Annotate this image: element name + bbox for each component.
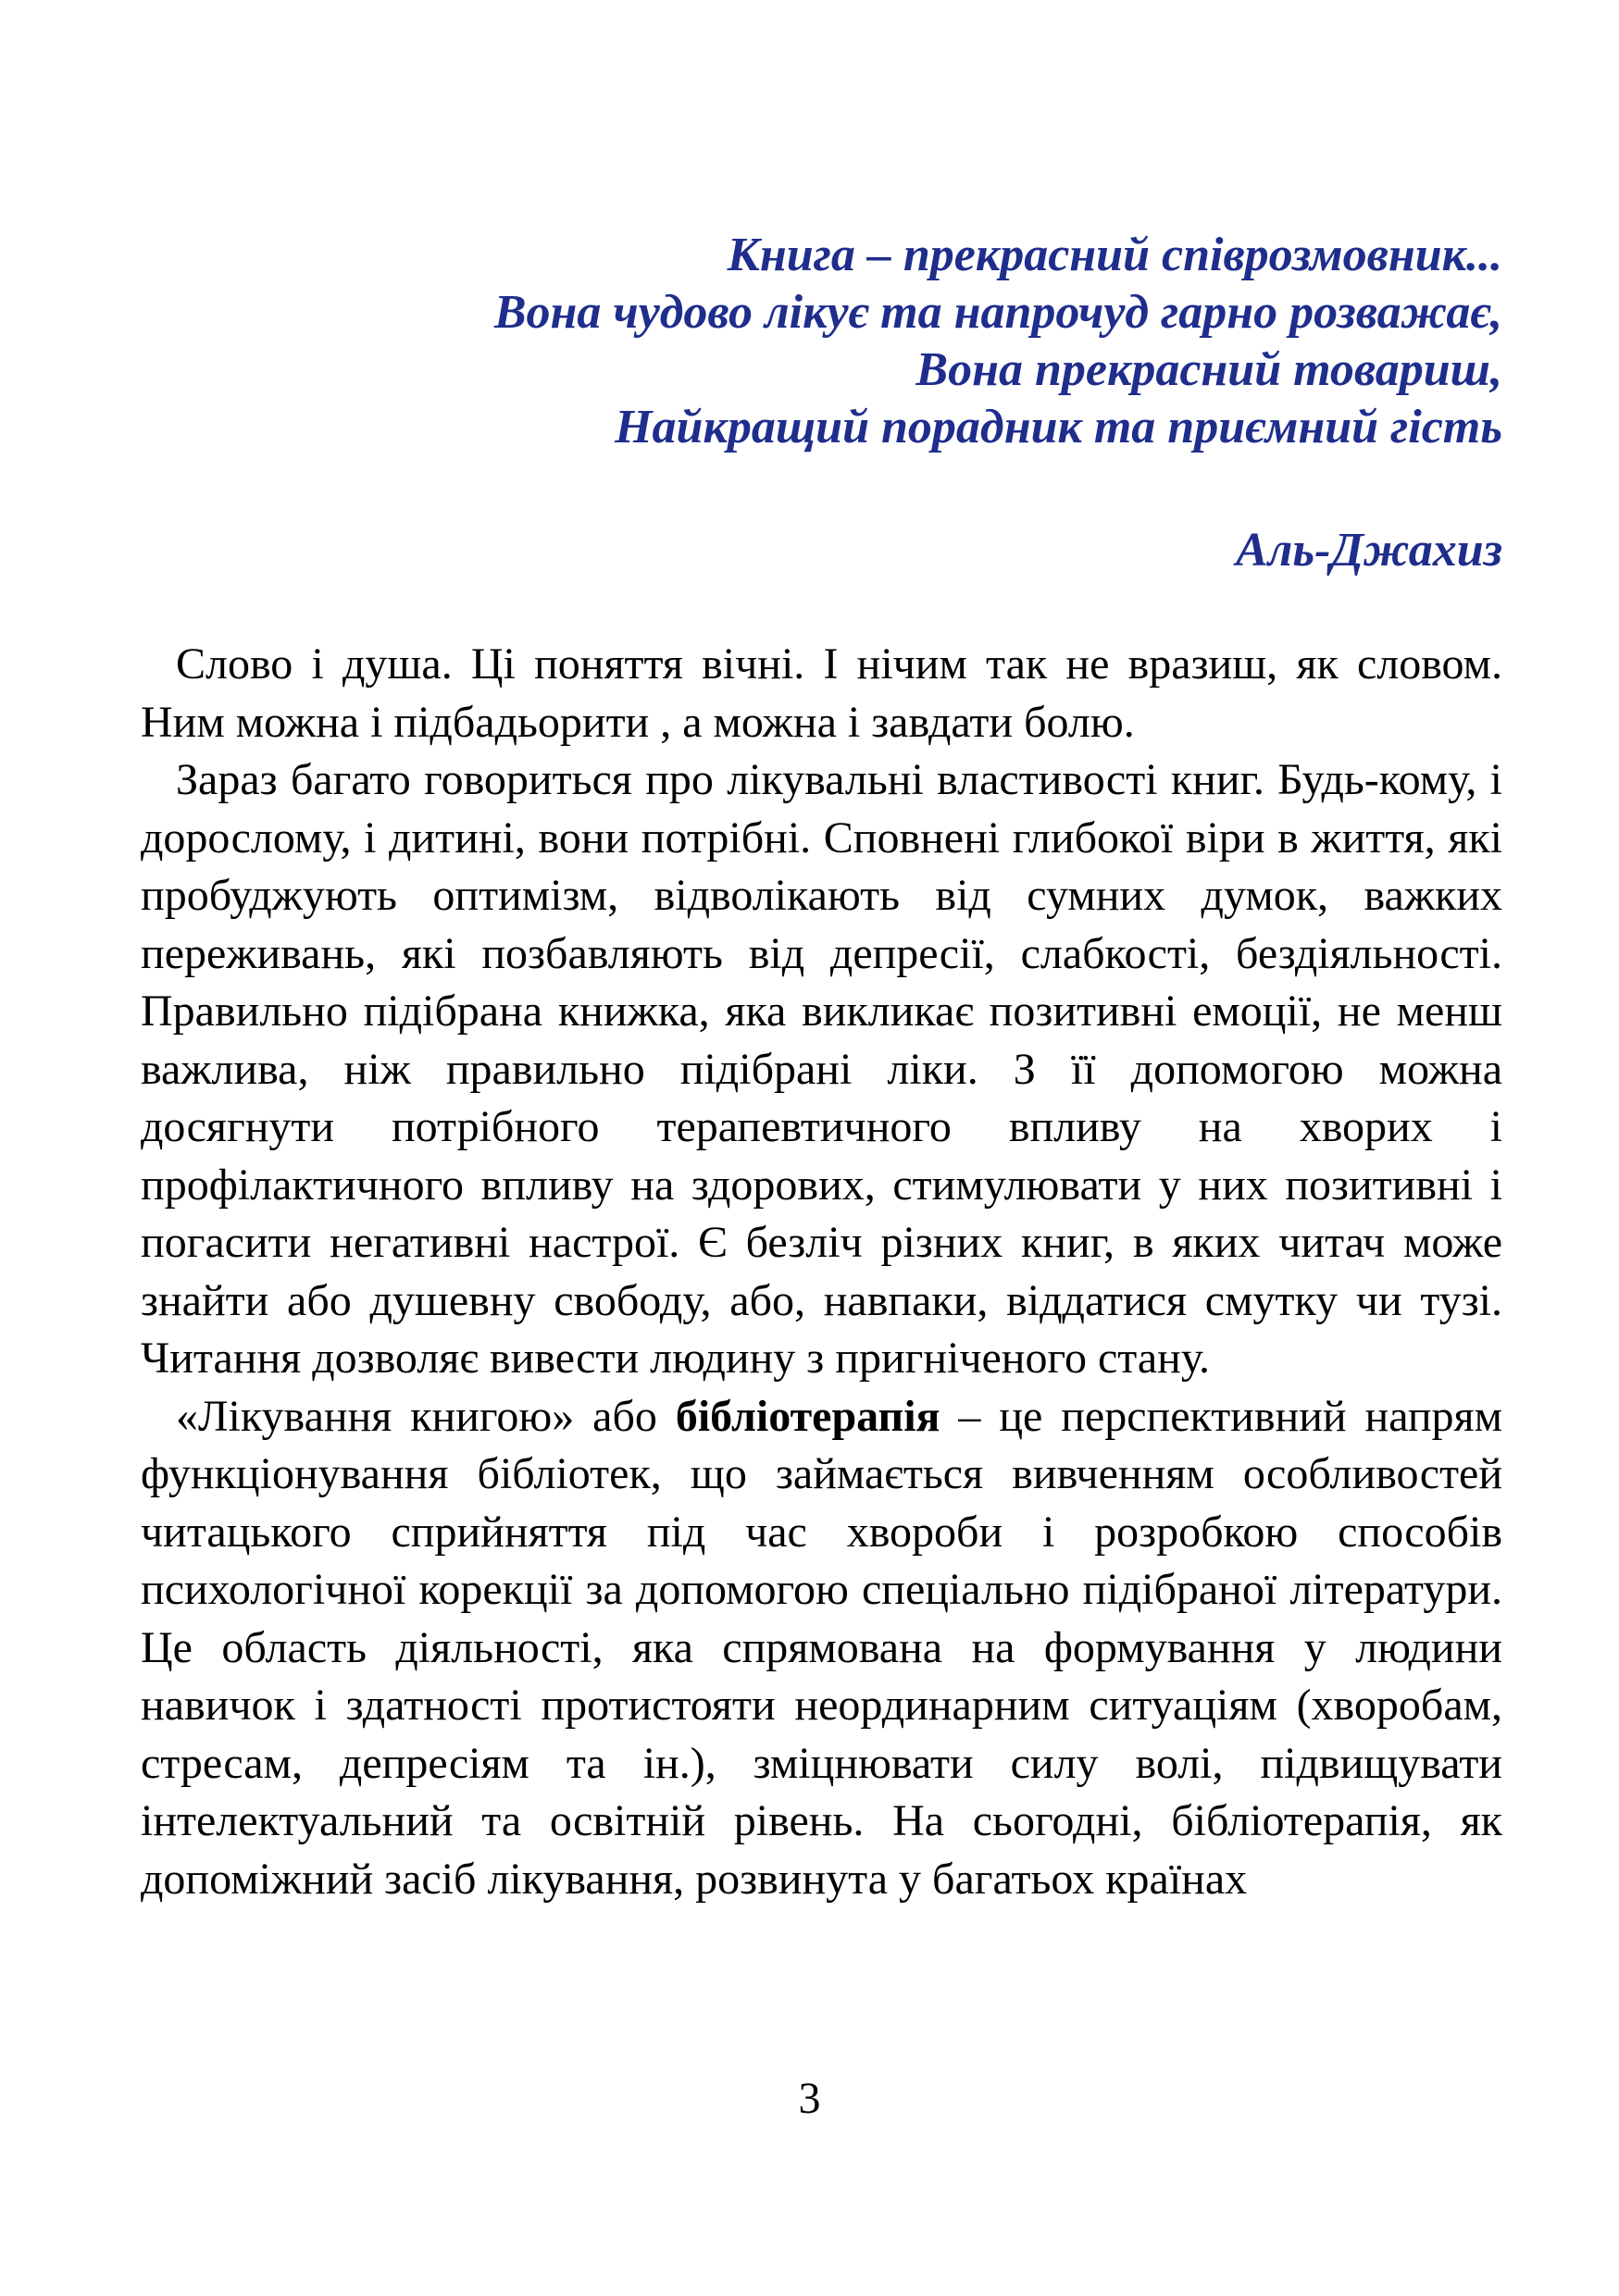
term-bibliotherapy: бібліотерапія: [675, 1391, 940, 1441]
epigraph-line-3: Вона прекрасний товариш,: [915, 343, 1502, 396]
epigraph-author: Аль-Джахиз: [1235, 524, 1502, 577]
epigraph-line-2: Вона чудово лікує та напрочуд гарно розважає,: [493, 286, 1502, 339]
body-text: [141, 636, 1502, 1908]
epigraph-line-4: Найкращий порадник та приємний гість: [615, 401, 1502, 453]
epigraph: [139, 227, 1502, 456]
paragraph-3: [141, 1388, 1502, 1909]
epigraph-line-1: Книга – прекрасний співрозмовник...: [727, 229, 1502, 281]
paragraph-1: Слово і душа. Ці поняття вічні. І нічим так не вразиш, як словом. Ним можна і підбадьорити , а можна і завдати болю.: [141, 639, 1502, 747]
paragraph-2: Зараз багато говориться про лікувальні властивості книг. Будь-кому, і дорослому, і дитині, вони потрібні. Сповнені глибокої віри в життя, які пробуджують оптимізм, відволікають від сумних думок, важких переживань, які позбавляють від депресії, слабкості, бездіяльності. Правильно підібрана книжка, яка викликає позитивні емоції, не менш важлива, ніж правильно підібрані ліки. З її допомогою можна досягнути потрібного терапевтичного впливу на хворих і профілактичного впливу на здорових, стимулювати у них позитивні і погасити негативні настрої. Є безліч різних книг, в яких читач може знайти або душевну свободу, або, навпаки, віддатися смутку чи тузі. Читання дозволяє вивести людину з пригніченого стану.: [141, 755, 1502, 1383]
paragraph-3-intro: «Лікування книгою» або: [176, 1391, 676, 1441]
paragraph-3-rest: – це перспективний напрям функціонування бібліотек, що займається вивченням особливостей читацького сприйняття під час хвороби і розробкою способів психологічної корекції за допомогою спеціально підібраної літератури. Це область діяльності, яка спрямована на формування у людини навичок і здатності протистояти неординарним ситуаціям (хворобам, стресам, депресіям та ін.), зміцнювати силу волі, підвищувати інтелектуальний та освітній рівень. На сьогодні, бібліотерапія, як допоміжний засіб лікування, розвинута у багатьох країнах: [141, 1391, 1503, 1904]
page-number: 3: [798, 2074, 821, 2123]
